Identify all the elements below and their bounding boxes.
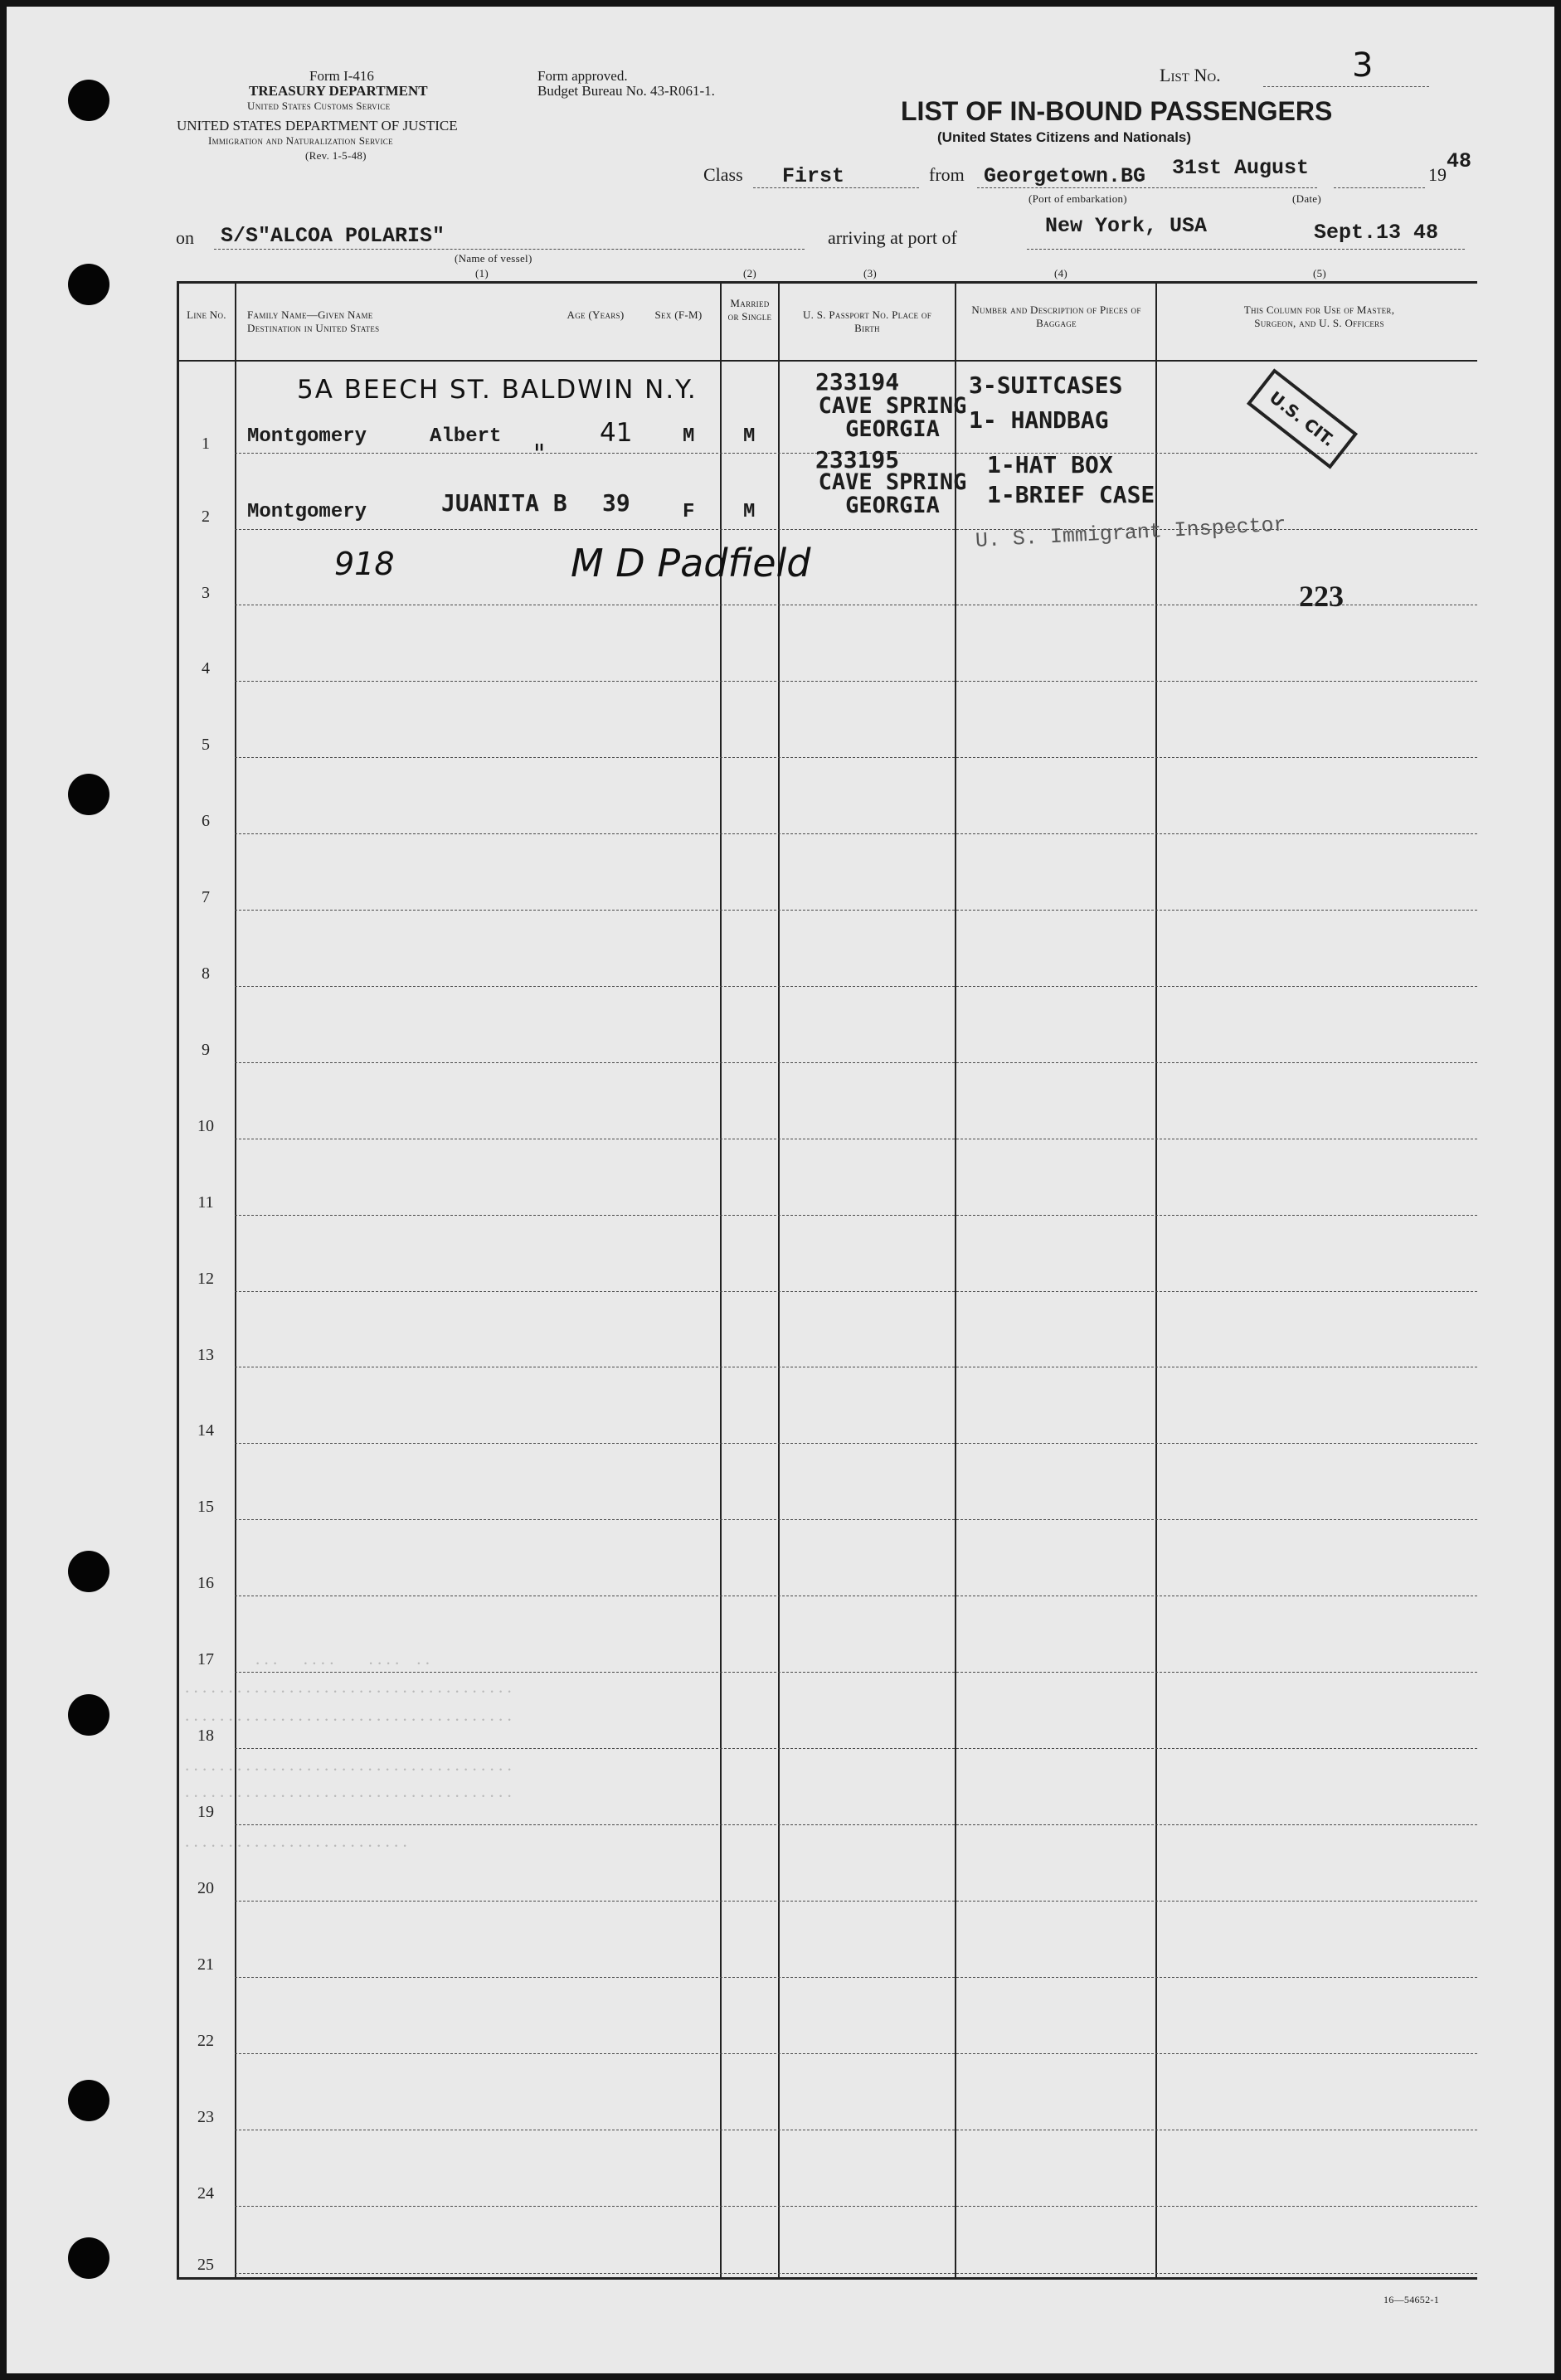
class-value: First [782, 164, 845, 188]
line-number: 7 [202, 888, 210, 906]
line-number: 11 [197, 1193, 214, 1212]
year-suffix: 48 [1447, 149, 1472, 173]
line-number: 4 [202, 659, 210, 678]
line-number: 1 [202, 435, 210, 453]
from-label: from [929, 164, 965, 185]
col-baggage-header: Number and Description of Pieces of Baggage [971, 304, 1141, 329]
col-name-header: Family Name—Given Name [247, 308, 373, 321]
col-sex-header: Sex (F-M) [654, 308, 703, 321]
col-officers-header: This Column for Use of Master, Surgeon, and U. S. Officers [1243, 304, 1395, 329]
given-name-cell: JUANITA B [441, 489, 567, 517]
line-number: 17 [197, 1650, 214, 1668]
line-number: 6 [202, 812, 210, 830]
line-number: 18 [197, 1727, 214, 1745]
line-number: 19 [197, 1803, 214, 1821]
stamp-number: 223 [1299, 580, 1344, 613]
age-cell: 41 [600, 418, 633, 448]
customs-label: United States Customs Service [247, 100, 391, 112]
justice-label: UNITED STATES DEPARTMENT OF JUSTICE [177, 118, 458, 134]
citizen-stamp: U.S. CIT. [1247, 368, 1358, 469]
col-married-header: Married or Single [727, 297, 772, 323]
arrival-port: New York, USA [1045, 214, 1208, 238]
col-num-4: (4) [1054, 267, 1068, 279]
family-name-cell: Montgomery [247, 425, 367, 448]
col-age-header: Age (Years) [567, 308, 625, 321]
line-number: 12 [197, 1270, 214, 1288]
line-number: 15 [197, 1498, 214, 1516]
date-caption: (Date) [1292, 192, 1321, 205]
baggage-line: 1-BRIEF CASE [987, 481, 1155, 508]
line-number: 24 [197, 2184, 214, 2203]
rev-label: (Rev. 1-5-48) [305, 149, 367, 162]
binder-hole [68, 2237, 109, 2279]
baggage-line: 1-HAT BOX [987, 451, 1113, 478]
arrival-date: Sept.13 48 [1314, 221, 1439, 245]
col-destination-header: Destination in United States [247, 322, 380, 334]
birthplace-cell: CAVE SPRING GEORGIA [818, 393, 967, 442]
vessel-caption: (Name of vessel) [455, 252, 532, 265]
manifest-page: Form I-416 TREASURY DEPARTMENT United States Customs Service Form approved. Budget Bureau No. 43-R061-1. UNITED STATES DEPARTMENT OF JUSTICE Immigration and Naturalization Service (Rev. 1-5-48) List No. 3 LIST OF IN-BOUND PASSENGERS (United States Citizens and Nationals) Class First from Georgetown.BG (Port of embarkation) 31st August (Date) 19 48 on S/S"ALCOA POLARIS" (Name of vessel) arriving at port of New York, USA Sept.13 48 (1) (2) (3) (4) (5) Line No. Family Name—Given Name Destination in United States Age (Years) Sex (F-M) Married or Single U. S. Passport No. Place of Birth Number and Description of Pieces of Baggage This Column for Use of Master, Surgeon, and U. S. Officers 1 2 3 4 5 6 7 8 9 10 11 12 13 14 15 16 17 18 19 20 21 22 23 24 25 5A BEECH ST. BALDWIN N.Y. Montgomery Albert 41 M M 233194 CAVE SPRING GEORGIA 3-SUITCASES 1- HANDBAG U.S. CIT. " Montgomery JUANITA B 39 F M 233195 CAVE SPRING GEORGIA 1-HAT BOX 1-BRIEF CASE 918 M D Padfield U. S. Immigrant Inspector 223 . . . . . . . . . . . . . . . . . . . . . . . . . . . . . . . . . . . . . . . . . . . . . . . . . . . . . . . . . . . . . . . . . . . . . . . . . . . . . . . . . . . . . . . . . . . . . . . . . . . . . . . . . . . . . . . . . . . . . . . . . . . . . . . . . . . . . . . . . . . . . . . . . . . . . . . . . . . . . . . . . . . . . . . . . . . . . . . . . . . . . . . . . . . . . . . 16—54652-1 [7, 7, 1554, 2373]
line-number: 16 [197, 1574, 214, 1592]
list-no-label: List No. [1160, 65, 1221, 85]
marital-cell: M [743, 501, 756, 523]
vessel-value: S/S"ALCOA POLARIS" [221, 224, 445, 248]
line-number: 2 [202, 508, 210, 526]
destination-cell: " [533, 440, 546, 469]
passport-cell: 233195 [815, 446, 900, 474]
sex-cell: M [683, 425, 695, 448]
col-line-header: Line No. [187, 308, 226, 321]
line-number: 5 [202, 736, 210, 754]
line-number: 10 [197, 1117, 214, 1135]
inspector-signature: M D Padfield [571, 541, 811, 585]
arriving-label: arriving at port of [828, 227, 957, 248]
col-num-1: (1) [475, 267, 489, 279]
baggage-line: 1- HANDBAG [969, 406, 1109, 434]
line-number: 13 [197, 1346, 214, 1364]
line-number: 21 [197, 1955, 214, 1974]
page-title: LIST OF IN-BOUND PASSENGERS [901, 96, 1333, 126]
line-number: 23 [197, 2108, 214, 2126]
handwritten-code: 918 [334, 546, 395, 582]
baggage-line: 3-SUITCASES [969, 372, 1123, 399]
on-label: on [176, 227, 194, 248]
marital-cell: M [743, 425, 756, 448]
approval-label: Form approved. [537, 68, 628, 84]
form-id: Form I-416 [309, 68, 374, 84]
line-number: 14 [197, 1421, 214, 1440]
sex-cell: F [683, 501, 695, 523]
line-number: 3 [202, 584, 210, 602]
col-num-2: (2) [743, 267, 757, 279]
age-cell: 39 [602, 489, 630, 517]
page-subtitle: (United States Citizens and Nationals) [937, 129, 1192, 145]
destination-cell: 5A BEECH ST. BALDWIN N.Y. [297, 375, 698, 405]
treasury-label: TREASURY DEPARTMENT [249, 83, 428, 99]
binder-hole [68, 1694, 109, 1736]
port-caption: (Port of embarkation) [1029, 192, 1127, 205]
col-num-3: (3) [863, 267, 878, 279]
line-number: 25 [197, 2256, 214, 2274]
binder-hole [68, 1551, 109, 1592]
col-passport-header: U. S. Passport No. Place of Birth [802, 308, 932, 334]
line-number: 9 [202, 1041, 210, 1059]
col-num-5: (5) [1313, 267, 1327, 279]
budget-label: Budget Bureau No. 43-R061-1. [537, 83, 715, 99]
passport-cell: 233194 [815, 368, 900, 396]
date-value: 31st August [1172, 156, 1310, 180]
class-label: Class [703, 164, 743, 185]
line-number: 20 [197, 1879, 214, 1897]
port-value: Georgetown.BG [984, 164, 1146, 188]
given-name-cell: Albert [430, 425, 502, 448]
birthplace-cell: CAVE SPRING GEORGIA [818, 469, 967, 518]
binder-hole [68, 80, 109, 121]
inspector-stamp: U. S. Immigrant Inspector [975, 512, 1287, 553]
year-prefix: 19 [1428, 164, 1447, 185]
binder-hole [68, 774, 109, 815]
binder-hole [68, 2080, 109, 2121]
ins-label: Immigration and Naturalization Service [208, 134, 393, 147]
list-no-value: 3 [1352, 46, 1374, 85]
line-number: 22 [197, 2032, 214, 2050]
binder-hole [68, 264, 109, 305]
form-code: 16—54652-1 [1384, 2294, 1439, 2305]
line-number: 8 [202, 964, 210, 983]
family-name-cell: Montgomery [247, 501, 367, 523]
